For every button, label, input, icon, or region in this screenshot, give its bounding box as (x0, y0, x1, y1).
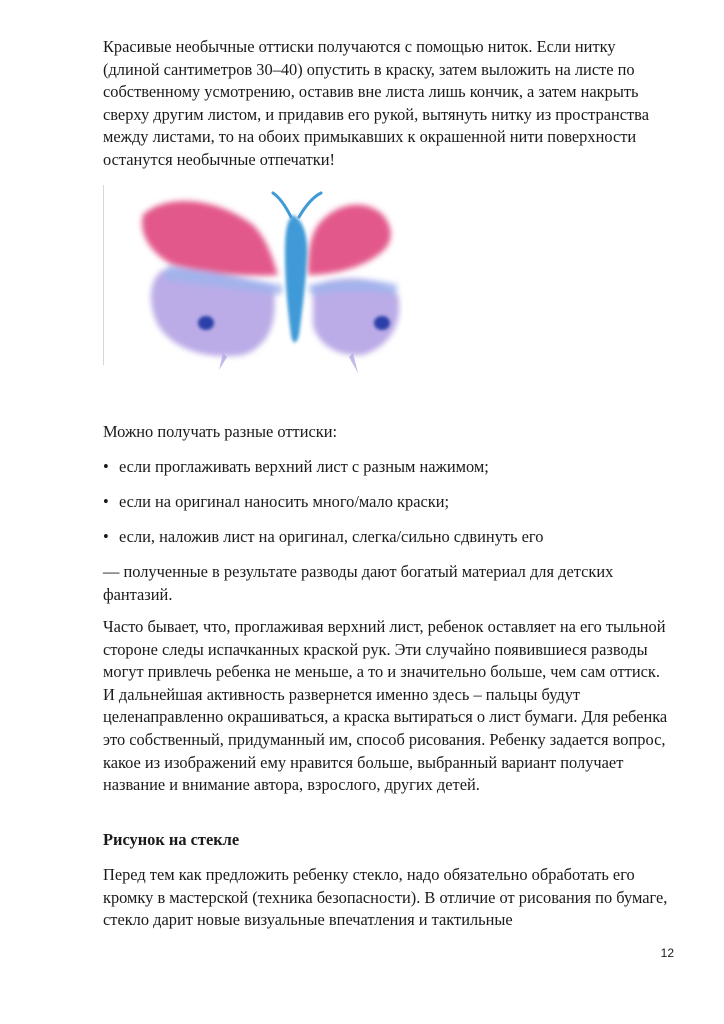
paragraph-glass: Перед тем как предложить ребенку стекло, надо обязательно обработать его кромку в мастерской (техника безопасности). В отличие от рисования по бумаге, стекло дарит новые визуальные впечатления и тактильные (103, 865, 668, 930)
bullet-symbol: • (103, 527, 109, 546)
paragraph-variants-lead: Можно получать разные оттиски: (103, 422, 338, 441)
bullet-symbol: • (103, 457, 109, 476)
bullet-text: если проглаживать верхний лист с разным нажимом; (119, 457, 489, 476)
bullet-text: если, наложив лист на оригинал, слегка/сильно сдвинуть его (119, 527, 544, 546)
paragraph-hands: Часто бывает, что, проглаживая верхний лист, ребенок оставляет на его тыльной стороне следы испачканных краской рук. Эти случайно появившиеся разводы могут привлечь ребенка не меньше, а то и значительно больше, чем сам оттиск. И дальнейшая активность развернется именно здесь – пальцы будут целенаправленно окрашиваться, а краска вытираться о лист бумаги. Для ребенка это собственный, придуманный им, способ рисования. Ребенку задается вопрос, какое из изображений ему нравится больше, выбранный вариант получает название и внимание автора, взрослого, других детей. (103, 617, 668, 795)
bullet-item (103, 456, 673, 479)
butterfly-blot-image (103, 185, 403, 405)
bullet-symbol: • (103, 492, 109, 511)
bullet-text: если на оригинал наносить много/мало краски; (119, 492, 450, 511)
paragraph-intro: Красивые необычные оттиски получаются с помощью ниток. Если нитку (длиной сантиметров 30–40) опустить в краску, затем выложить на листе по собственному усмотрению, оставив вне листа лишь кончик, а затем накрыть сверху другим листом, и придавив его рукой, вытянуть нитку из пространства между листами, то на обоих примыкавших к окрашенной нити поверхности останутся необычные отпечатки! (103, 37, 649, 169)
paragraph-result: — полученные в результате разводы дают богатый материал для детских фантазий. (103, 562, 614, 604)
bullet-item (103, 491, 673, 514)
bullet-item (103, 526, 673, 549)
section-heading: Рисунок на стекле (103, 830, 240, 849)
page-number: 12 (660, 946, 674, 960)
